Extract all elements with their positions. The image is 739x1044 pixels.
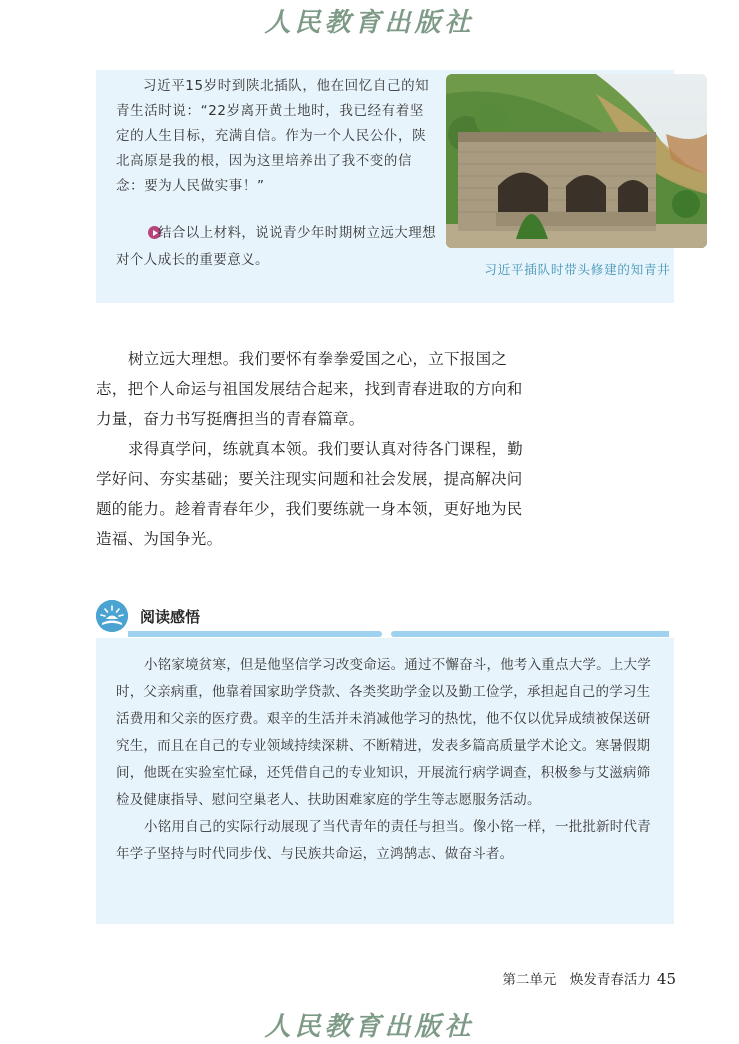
unit-title: 第二单元 焕发青春活力 [502,972,651,988]
reading-box [96,638,674,924]
main-text [96,344,536,554]
paragraph: 小铭家境贫寒，但是他坚信学习改变命运。通过不懈奋斗，他考入重点大学。上大学时，父亲病重，他靠着国家助学贷款、各类奖助学金以及勤工俭学，承担起自己的学习生活费用和父亲的医疗费。艰辛的生活并未消减他学习的热忱，他不仅以优异成绩被保送研究生，而且在自己的专业领域持续深耕、不断精进，发表多篇高质量学术论文。寒暑假期间，他既在实验室忙碌，还凭借自己的专业知识，开展流行病学调查，积极参与艾滋病筛检及健康指导、慰问空巢老人、扶助困难家庭的学生等志愿服务活动。 [116,657,651,808]
story-quote: 习近平15岁时到陕北插队，他在回忆自己的知青生活时说：“22岁离开黄土地时，我已经有着坚定的人生目标，充满自信。作为一个人民公仆，陕北高原是我的根，因为这里培养出了我不变的信念：要为人民做实事！” [116,78,430,194]
page-number: 45 [656,970,676,988]
reading-text [116,652,656,868]
page-footer [420,968,676,988]
paragraph: 树立远大理想。我们要怀有拳拳爱国之心，立下报国之志，把个人命运与祖国发展结合起来，找到青春进取的方向和力量，奋力书写挺膺担当的青春篇章。 [96,350,523,428]
section-divider [128,631,382,637]
publisher-footer: 人民教育出版社 [264,1012,475,1042]
well-photo-illustration [446,74,707,248]
paragraph: 小铭用自己的实际行动展现了当代青年的责任与担当。像小铭一样，一批批新时代青年学子坚持与时代同步伐、与民族共命运，立鸿鹄志、做奋斗者。 [116,819,651,862]
reading-sunrise-icon [96,600,128,632]
section-divider [391,631,669,637]
well-photo [446,74,707,248]
paragraph: 求得真学问，练就真本领。我们要认真对待各门课程，勤学好问、夯实基础；要关注现实问题和社会发展，提高解决问题的能力。趁着青春年少，我们要练就一身本领，更好地为民造福、为国争光。 [96,440,524,548]
reading-section-title: 阅读感悟 [140,608,201,626]
reading-sunrise-icon-graphic [96,600,128,632]
discussion-question: 结合以上材料，说说青少年时期树立远大理想对个人成长的重要意义。 [116,225,436,268]
publisher-header: 人民教育出版社 [264,8,475,38]
story-box [96,70,674,303]
photo-caption: 习近平插队时带头修建的知青井 [484,262,671,277]
